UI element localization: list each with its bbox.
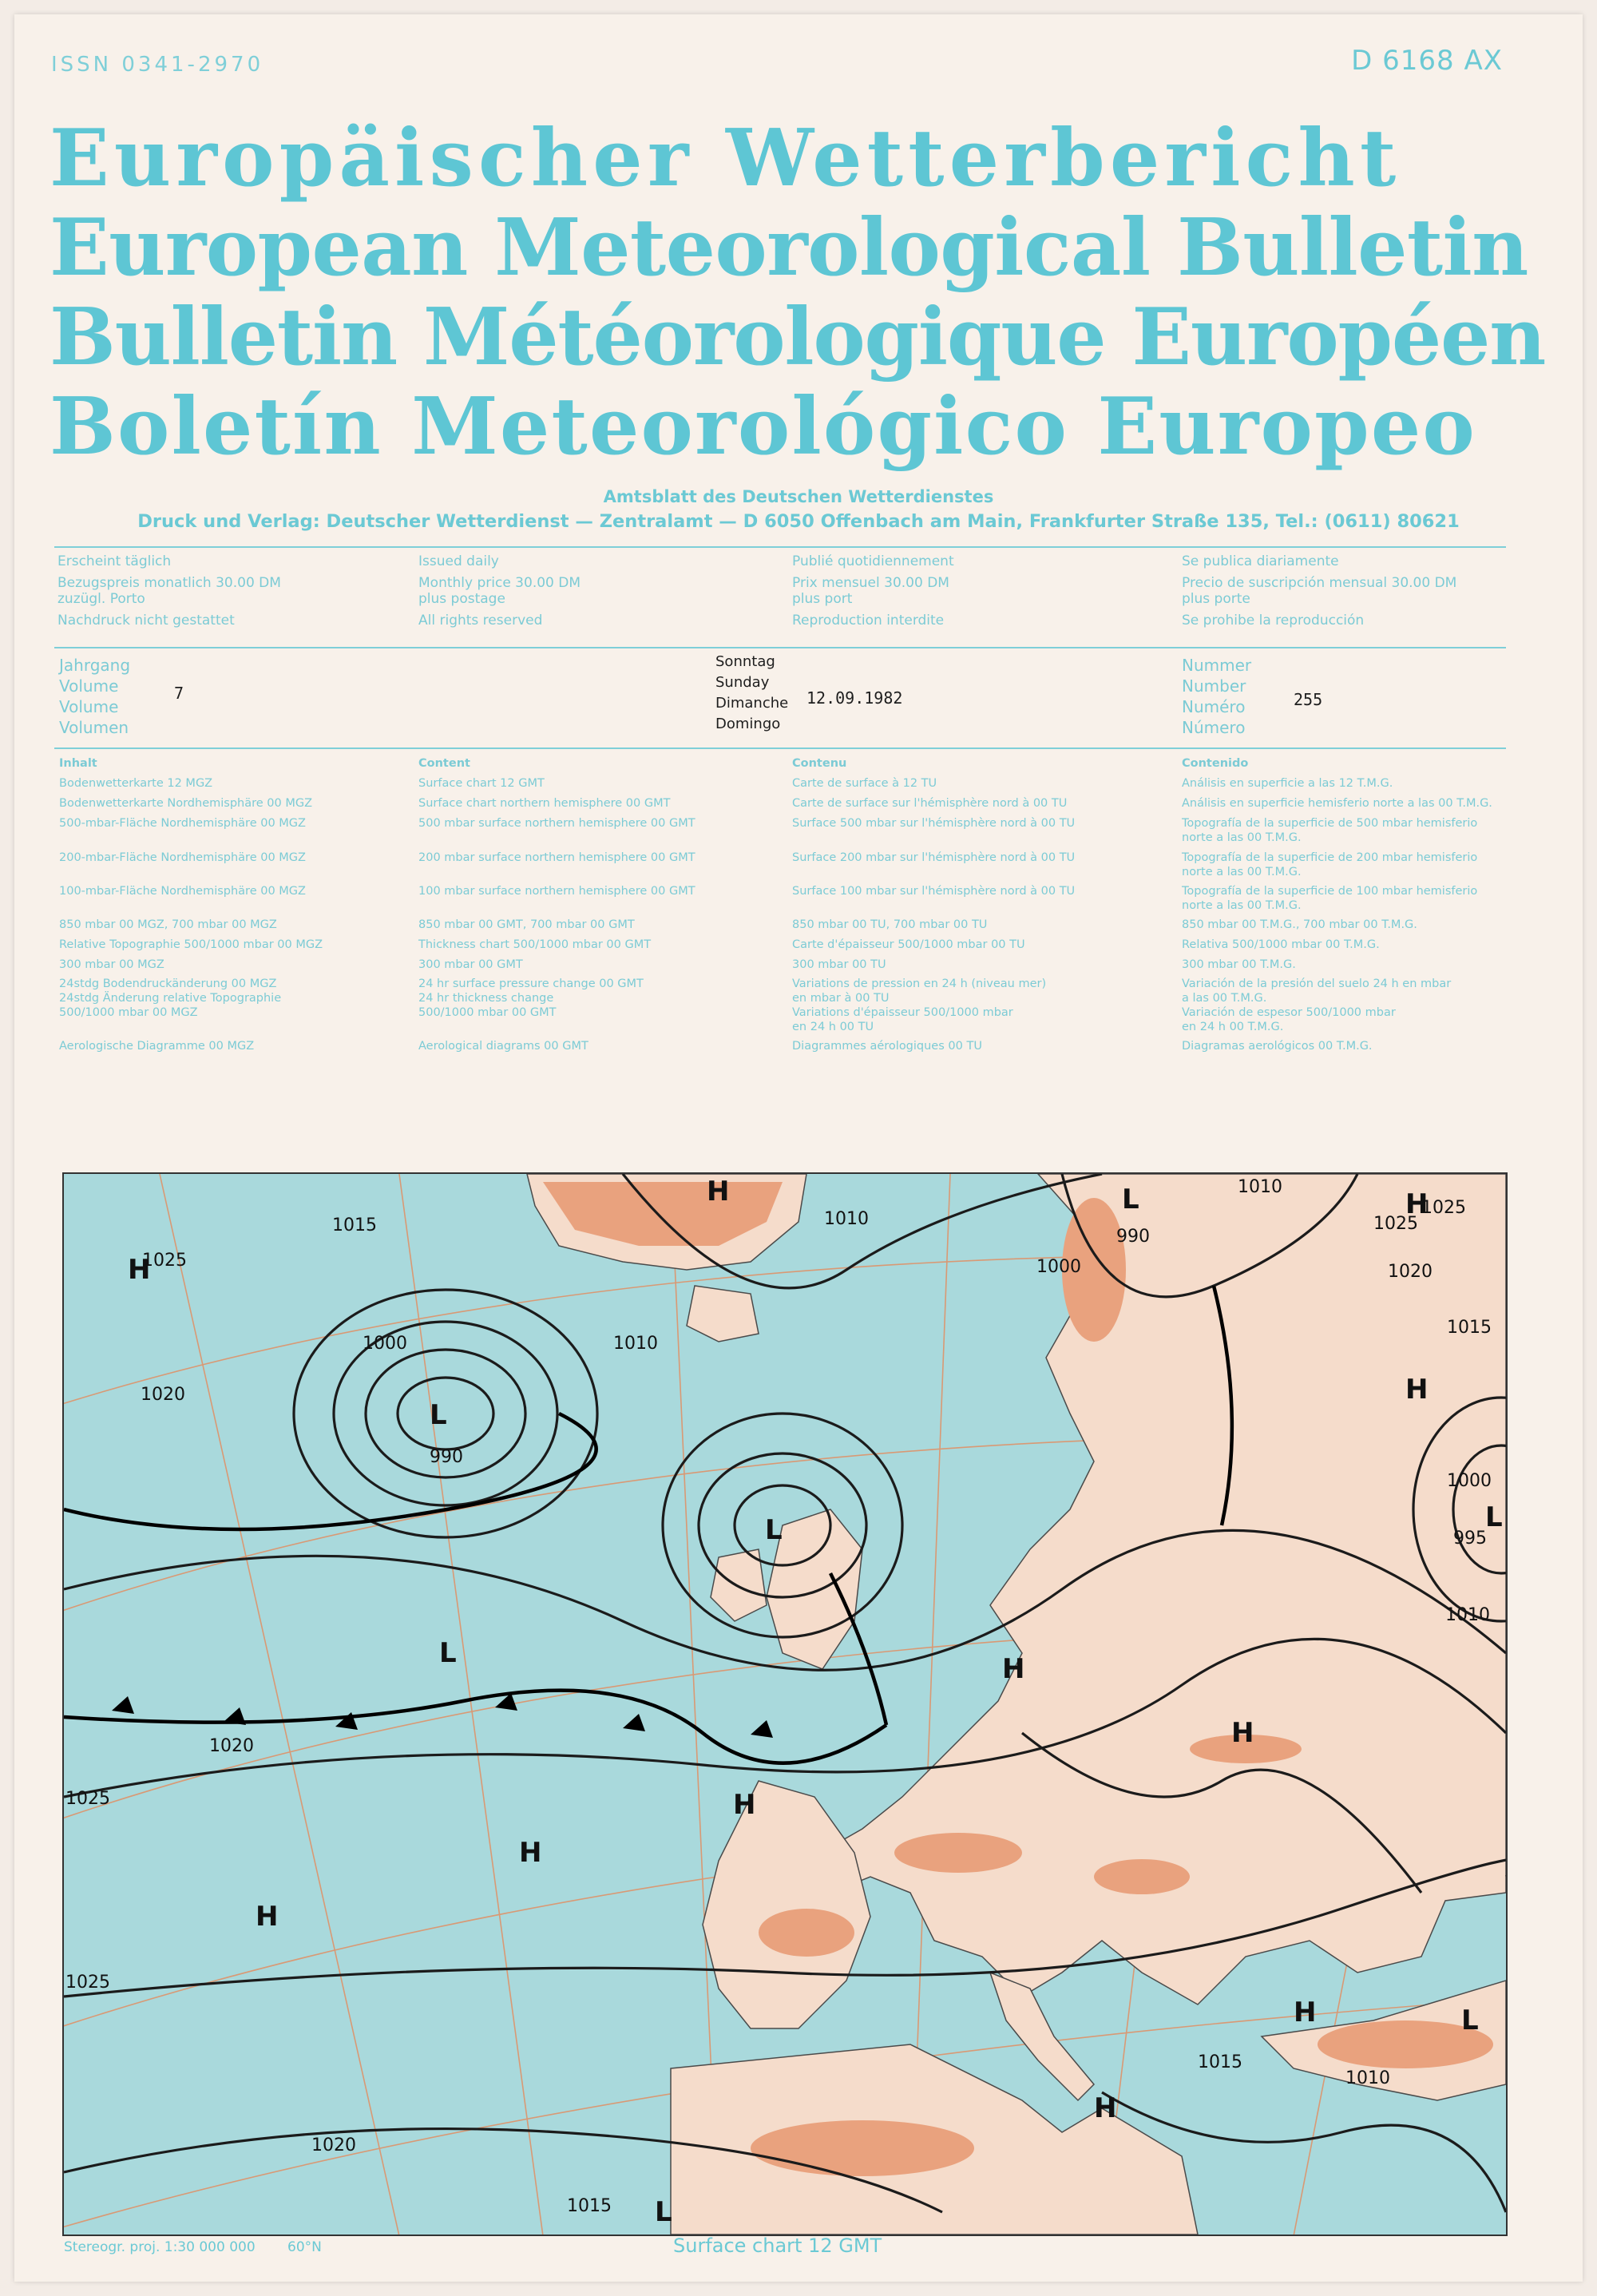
- terms-line: Se prohibe la reproducción: [1182, 613, 1365, 629]
- contents-item: a las 00 T.M.G.: [1182, 992, 1267, 1005]
- pressure-high: H: [128, 1254, 151, 1286]
- contents-es: [1182, 757, 1517, 1061]
- pressure-high: H: [256, 1901, 279, 1933]
- contents-item: Relative Topographie 500/1000 mbar 00 MGZ: [59, 938, 323, 951]
- contents-item: Relativa 500/1000 mbar 00 T.M.G.: [1182, 938, 1380, 951]
- terms-line: Publié quotidiennement: [792, 553, 954, 569]
- atlas-mountains: [751, 2120, 974, 2176]
- pressure-high: H: [733, 1789, 756, 1821]
- divider: [54, 546, 1506, 548]
- terms-line: Erscheint täglich: [57, 553, 172, 569]
- contents-item: Carte d'épaisseur 500/1000 mbar 00 TU: [792, 938, 1025, 951]
- isobar-label: 990: [430, 1447, 463, 1467]
- contents-heading: Content: [418, 757, 470, 770]
- isobar-label: 1015: [332, 1215, 377, 1235]
- isobar-label: 1010: [824, 1209, 869, 1229]
- contents-item: 300 mbar 00 GMT: [418, 958, 523, 971]
- pressure-high: H: [1094, 2092, 1117, 2124]
- isobar-label: 1025: [1373, 1214, 1418, 1234]
- isobar-label: 1000: [363, 1334, 407, 1354]
- contents-item: Topografía de la superficie de 500 mbar hemisferio: [1182, 817, 1478, 830]
- isobar-label: 1020: [141, 1385, 185, 1405]
- isobar-label: 1025: [65, 1789, 110, 1809]
- issue-number: 255: [1294, 690, 1323, 709]
- day-label: Dimanche: [715, 695, 789, 712]
- contents-item: Variación de la presión del suelo 24 h en mbar: [1182, 977, 1452, 990]
- number-labels: [1182, 655, 1251, 738]
- isobar-label: 1025: [1421, 1198, 1466, 1218]
- contents-item: Topografía de la superficie de 200 mbar hemisferio: [1182, 851, 1478, 864]
- title-german: Europäischer Wetterbericht: [50, 113, 1401, 204]
- terms-line: zuzügl. Porto: [57, 591, 145, 607]
- contents-item: norte a las 00 T.M.G.: [1182, 899, 1302, 912]
- contents-item: Carte de surface à 12 TU: [792, 777, 937, 790]
- contents-item: Análisis en superficie a las 12 T.M.G.: [1182, 777, 1393, 790]
- terms-line: Precio de suscripción mensual 30.00 DM: [1182, 575, 1457, 591]
- isobar-label: 1000: [1036, 1257, 1081, 1277]
- isobar-label: 1020: [311, 2135, 356, 2155]
- publisher-address: Druck und Verlag: Deutscher Wetterdienst — Zentralamt — D 6050 Offenbach am Main, Frankfurter Straße 135, Tel.: (0611) 80621: [137, 511, 1460, 532]
- day-label: Sonntag: [715, 653, 775, 670]
- contents-heading: Inhalt: [59, 757, 97, 770]
- contents-item: 850 mbar 00 GMT, 700 mbar 00 GMT: [418, 918, 635, 931]
- edition-code: D 6168 AX: [1351, 45, 1503, 77]
- contents-item: Análisis en superficie hemisferio norte a las 00 T.M.G.: [1182, 797, 1492, 810]
- contents-item: Carte de surface sur l'hémisphère nord à 00 TU: [792, 797, 1068, 810]
- contents-item: 850 mbar 00 MGZ, 700 mbar 00 MGZ: [59, 918, 277, 931]
- map-latitude: 60°N: [287, 2239, 322, 2255]
- divider: [54, 647, 1506, 648]
- contents-item: en mbar à 00 TU: [792, 992, 890, 1005]
- pressure-low: L: [430, 1399, 447, 1431]
- pressure-low: L: [655, 2196, 672, 2228]
- contents-item: Aerological diagrams 00 GMT: [418, 1040, 588, 1053]
- isobar-label: 1000: [1447, 1471, 1492, 1491]
- isobar-label: 1015: [1198, 2052, 1242, 2072]
- contents-item: Surface chart 12 GMT: [418, 777, 545, 790]
- contents-item: en 24 h 00 TU: [792, 1021, 874, 1033]
- pressure-low: L: [1122, 1184, 1139, 1215]
- contents-item: 500-mbar-Fläche Nordhemisphäre 00 MGZ: [59, 817, 306, 830]
- issue-date: 12.09.1982: [806, 688, 903, 708]
- terms-line: Monthly price 30.00 DM: [418, 575, 581, 591]
- contents-item: 300 mbar 00 T.M.G.: [1182, 958, 1296, 971]
- terms-line: plus port: [792, 591, 853, 607]
- terms-line: Reproduction interdite: [792, 613, 945, 629]
- number-label: Number: [1182, 676, 1246, 696]
- number-label: Número: [1182, 718, 1246, 737]
- number-label: Nummer: [1182, 656, 1252, 675]
- contents-item: Aerologische Diagramme 00 MGZ: [59, 1040, 255, 1053]
- terms-es: [1182, 551, 1456, 632]
- isobar-label: 1010: [613, 1334, 658, 1354]
- iberian-highlands: [759, 1909, 854, 1957]
- contents-item: Surface 200 mbar sur l'hémisphère nord à 00 TU: [792, 851, 1076, 864]
- pressure-low: L: [1461, 2005, 1479, 2036]
- isobar-label: 990: [1116, 1227, 1150, 1247]
- volume-label: Volume: [59, 697, 119, 716]
- contents-de: [59, 757, 410, 1061]
- contents-item: 200-mbar-Fläche Nordhemisphäre 00 MGZ: [59, 851, 306, 864]
- alps: [894, 1833, 1022, 1873]
- isobar-label: 1015: [1447, 1318, 1492, 1338]
- contents-item: 300 mbar 00 MGZ: [59, 958, 164, 971]
- volume-label: Volumen: [59, 718, 129, 737]
- contents-item: 500/1000 mbar 00 GMT: [418, 1006, 557, 1019]
- contents-heading: Contenido: [1182, 757, 1249, 770]
- isobar-label: 1020: [209, 1736, 254, 1756]
- issn-number: ISSN 0341-2970: [51, 53, 264, 77]
- isobar-label: 1010: [1345, 2068, 1390, 2088]
- volume-label: Jahrgang: [59, 656, 131, 675]
- contents-item: Variations d'épaisseur 500/1000 mbar: [792, 1006, 1013, 1019]
- divider: [54, 747, 1506, 749]
- contents-item: 24stdg Bodendruckänderung 00 MGZ: [59, 977, 277, 990]
- surface-chart: [62, 1172, 1508, 2236]
- contents-item: Variations de pression en 24 h (niveau mer): [792, 977, 1047, 990]
- isobar-label: 1025: [65, 1973, 110, 1993]
- contents-heading: Contenu: [792, 757, 847, 770]
- terms-fr: [792, 551, 954, 632]
- contents-item: Diagramas aerológicos 00 T.M.G.: [1182, 1040, 1373, 1053]
- isobar-label: 1025: [142, 1251, 187, 1271]
- contents-item: en 24 h 00 T.M.G.: [1182, 1021, 1284, 1033]
- contents-item: 300 mbar 00 TU: [792, 958, 886, 971]
- contents-item: 100 mbar surface northern hemisphere 00 GMT: [418, 885, 695, 898]
- terms-line: Issued daily: [418, 553, 499, 569]
- isobar-label: 1020: [1388, 1262, 1433, 1282]
- volume-label: Volume: [59, 676, 119, 696]
- pressure-high: H: [707, 1176, 730, 1207]
- contents-item: 850 mbar 00 TU, 700 mbar 00 TU: [792, 918, 988, 931]
- pressure-high: H: [1294, 1997, 1317, 2028]
- pressure-high: H: [1231, 1717, 1254, 1749]
- contents-item: 24stdg Änderung relative Topographie: [59, 992, 282, 1005]
- contents-fr: [792, 757, 1167, 1061]
- contents-item: Surface 500 mbar sur l'hémisphère nord à 00 TU: [792, 817, 1076, 830]
- contents-item: Bodenwetterkarte Nordhemisphäre 00 MGZ: [59, 797, 313, 810]
- isobar-label: 1010: [1445, 1605, 1490, 1625]
- map-projection: Stereogr. proj. 1:30 000 000: [64, 2239, 256, 2255]
- pressure-high: H: [519, 1837, 542, 1869]
- contents-item: 500/1000 mbar 00 MGZ: [59, 1006, 198, 1019]
- contents-item: 24 hr thickness change: [418, 992, 554, 1005]
- contents-item: Surface 100 mbar sur l'hémisphère nord à 00 TU: [792, 885, 1076, 898]
- contents-item: norte a las 00 T.M.G.: [1182, 866, 1302, 878]
- contents-item: 100-mbar-Fläche Nordhemisphäre 00 MGZ: [59, 885, 306, 898]
- terms-line: Bezugspreis monatlich 30.00 DM: [57, 575, 281, 591]
- day-labels: [715, 652, 788, 735]
- day-label: Sunday: [715, 674, 770, 691]
- terms-de: [57, 551, 281, 632]
- terms-line: Nachdruck nicht gestattet: [57, 613, 235, 629]
- surface-chart-drawing: [64, 1174, 1506, 2235]
- pressure-low: L: [1485, 1501, 1503, 1533]
- pressure-high: H: [1405, 1188, 1429, 1220]
- contents-item: 200 mbar surface northern hemisphere 00 GMT: [418, 851, 695, 864]
- contents-item: 850 mbar 00 T.M.G., 700 mbar 00 T.M.G.: [1182, 918, 1417, 931]
- terms-line: All rights reserved: [418, 613, 543, 629]
- contents-en: [418, 757, 770, 1061]
- contents-item: 24 hr surface pressure change 00 GMT: [418, 977, 644, 990]
- contents-item: Variación de espesor 500/1000 mbar: [1182, 1006, 1396, 1019]
- title-spanish: Boletín Meteorológico Europeo: [50, 381, 1476, 473]
- day-label: Domingo: [715, 716, 781, 732]
- pressure-high: H: [1405, 1374, 1429, 1406]
- terms-line: plus porte: [1182, 591, 1250, 607]
- contents-item: Thickness chart 500/1000 mbar 00 GMT: [418, 938, 652, 951]
- terms-line: Prix mensuel 30.00 DM: [792, 575, 949, 591]
- isobar-label: 1010: [1238, 1177, 1282, 1197]
- isobar-label: 995: [1453, 1529, 1487, 1549]
- pressure-low: L: [765, 1514, 783, 1546]
- number-label: Numéro: [1182, 697, 1246, 716]
- carpathians: [1094, 1859, 1190, 1894]
- terms-line: Se publica diariamente: [1182, 553, 1339, 569]
- title-english: European Meteorological Bulletin: [50, 202, 1528, 294]
- contents-item: 500 mbar surface northern hemisphere 00 GMT: [418, 817, 695, 830]
- contents-item: Bodenwetterkarte 12 MGZ: [59, 777, 213, 790]
- volume-labels: [59, 655, 130, 738]
- contents-item: Surface chart northern hemisphere 00 GMT: [418, 797, 671, 810]
- pressure-low: L: [439, 1637, 457, 1669]
- map-caption: Surface chart 12 GMT: [673, 2235, 882, 2257]
- publisher-official: Amtsblatt des Deutschen Wetterdienstes: [603, 487, 994, 506]
- terms-en: [418, 551, 581, 632]
- contents-item: norte a las 00 T.M.G.: [1182, 831, 1302, 844]
- isobar-label: 1015: [567, 2196, 612, 2216]
- pressure-high: H: [1002, 1653, 1025, 1685]
- volume-value: 7: [174, 684, 184, 703]
- contents-item: Topografía de la superficie de 100 mbar hemisferio: [1182, 885, 1478, 898]
- contents-item: Diagrammes aérologiques 00 TU: [792, 1040, 982, 1053]
- terms-line: plus postage: [418, 591, 505, 607]
- title-french: Bulletin Météorologique Européen: [50, 291, 1546, 383]
